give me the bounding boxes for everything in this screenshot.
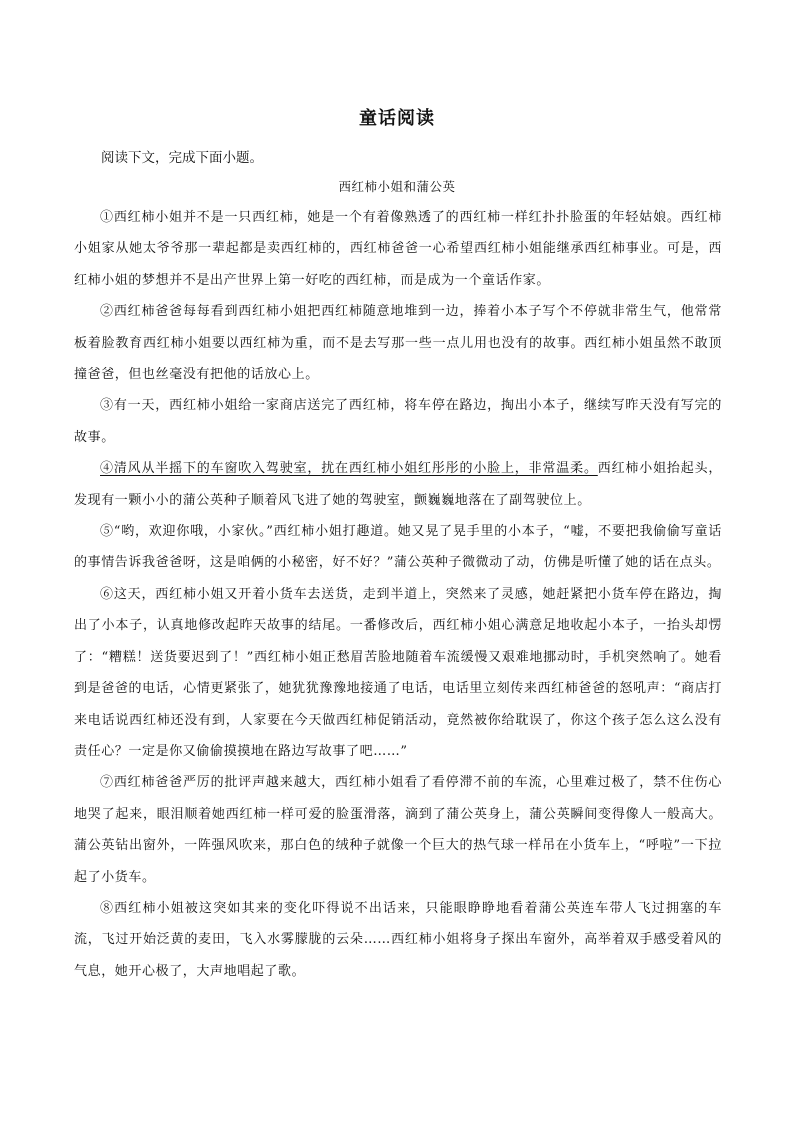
- paragraph-7: ⑦西红柿爸爸严厉的批评声越来越大，西红柿小姐看了看停滞不前的车流，心里难过极了，禁不住伤心地哭了起来，眼泪顺着她西红柿一样可爱的脸蛋滑落，滴到了蒲公英身上，蒲公英瞬间变得像人一般高大。蒲公英钻出窗外，一阵强风吹来，那白色的绒种子就像一个巨大的热气球一样吊在小货车上，“呼啦”一下拉起了小货车。: [74, 775, 722, 885]
- instruction-text: 阅读下文，完成下面小题。: [101, 150, 263, 166]
- page-title: 童话阅读: [359, 108, 435, 129]
- underlined-sentence: ④清风从半摇下的车窗吹入驾驶室，扰在西红柿小姐红彤彤的小脸上，非常温柔。: [100, 461, 598, 477]
- paragraph-8: ⑧西红柿小姐被这突如其来的变化吓得说不出话来，只能眼睁睁地看着蒲公英连车带人飞过拥塞的车流，飞过开始泛黄的麦田，飞入水雾朦胧的云朵……西红柿小姐将身子探出车窗外，高举着双手感受着风的气息，她开心极了，大声地唱起了歌。: [74, 900, 722, 979]
- paragraph-4-rest: 西红柿小姐抬起头，发现有一颗小小的蒲公英种子顺着风飞进了她的驾驶室，颤巍巍地落在了副驾驶位上。: [74, 461, 722, 508]
- paragraph-2: ②西红柿爸爸每每看到西红柿小姐把西红柿随意地堆到一边，捧着小本子写个不停就非常生气，他常常板着脸教育西红柿小姐要以西红柿为重，而不是去写那一些一点儿用也没有的故事。西红柿小姐虽然不敢顶撞爸爸，但也丝毫没有把他的话放心上。: [74, 304, 722, 383]
- paragraph-3: ③有一天，西红柿小姐给一家商店送完了西红柿，将车停在路边，掏出小本子，继续写昨天没有写完的故事。: [74, 398, 722, 445]
- paragraph-5: ⑤“哟，欢迎你哦，小家伙。”西红柿小姐打趣道。她又晃了晃手里的小本子，“嘘，不要把我偷偷写童话的事情告诉我爸爸呀，这是咱俩的小秘密，好不好？”蒲公英种子微微动了动，仿佛是听懂了她的话在点头。: [74, 524, 722, 571]
- story-title: 西红柿小姐和蒲公英: [338, 179, 456, 194]
- paragraph-6: ⑥这天，西红柿小姐又开着小货车去送货，走到半道上，突然来了灵感，她赶紧把小货车停在路边，掏出了小本子，认真地修改起昨天故事的结尾。一番修改后，西红柿小姐心满意足地收起小本子，一抬头却愣了：“糟糕！送货要迟到了！”西红柿小姐正愁眉苦脸地随着车流缓慢又艰难地挪动时，手机突然响了。她看到是爸爸的电话，心情更紧张了，她犹犹豫豫地接通了电话，电话里立刻传来西红柿爸爸的怒吼声：“商店打来电话说西红柿还没有到，人家要在今天做西红柿促销活动，竟然被你给耽误了，你这个孩子怎么这么没有责任心？一定是你又偷偷摸摸地在路边写故事了吧……”: [74, 586, 722, 759]
- paragraph-4: [74, 453, 722, 516]
- paragraph-1: ①西红柿小姐并不是一只西红柿，她是一个有着像熟透了的西红柿一样红扑扑脸蛋的年轻姑娘。西红柿小姐家从她太爷爷那一辈起都是卖西红柿的，西红柿爸爸一心希望西红柿小姐能继承西红柿事业。可是，西红柿小姐的梦想并不是出产世界上第一好吃的西红柿，而是成为一个童话作家。: [74, 210, 722, 288]
- story-body: [74, 202, 722, 987]
